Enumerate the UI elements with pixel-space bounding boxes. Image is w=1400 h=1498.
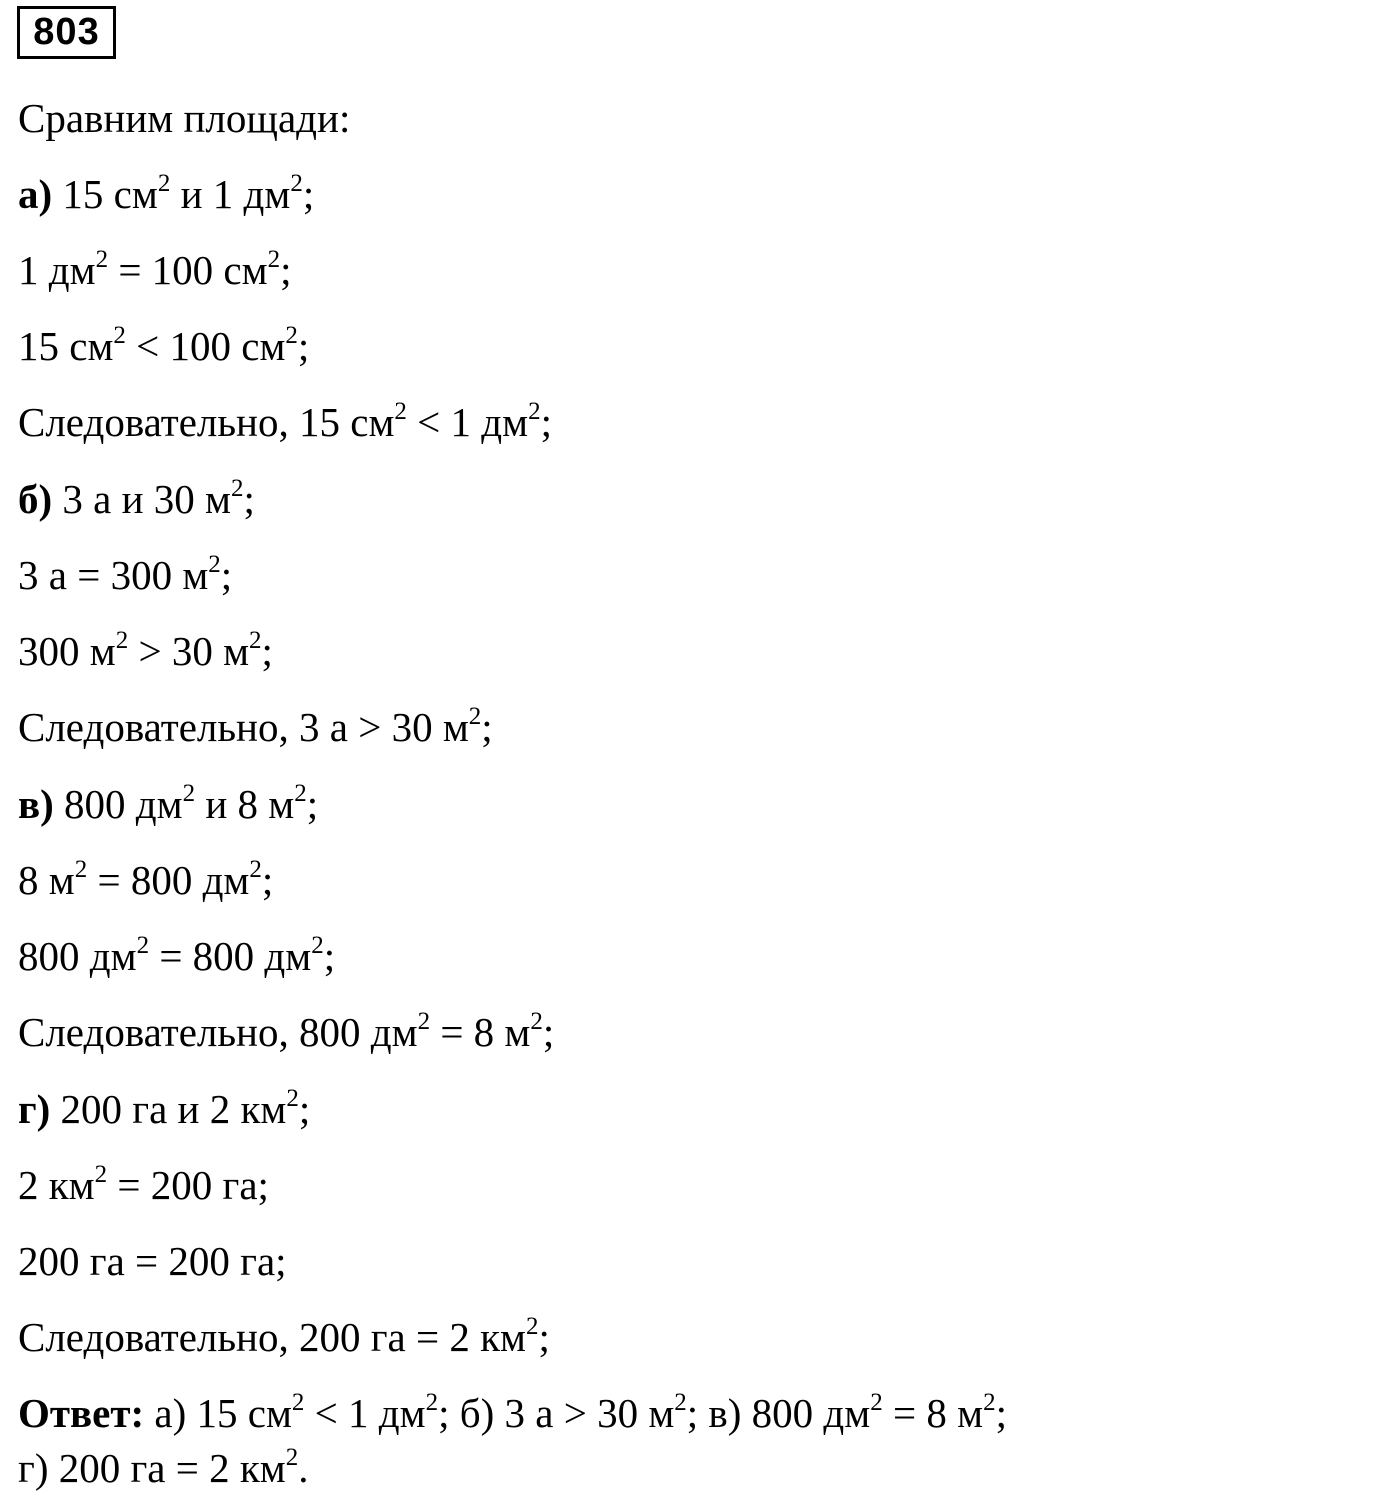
text-run: и 8 м	[195, 781, 295, 827]
text-run: ;	[306, 781, 319, 827]
text-run: 3 а и 30 м	[52, 476, 231, 522]
superscript: 2	[394, 398, 407, 425]
text-run: ;	[542, 1009, 555, 1055]
superscript: 2	[983, 1389, 996, 1416]
part-v-conclusion	[18, 1008, 554, 1056]
superscript: 2	[74, 856, 88, 883]
superscript: 2	[182, 780, 196, 807]
text-run: 800 дм	[18, 933, 137, 979]
text-run: 15 см	[18, 323, 114, 369]
intro-line	[18, 94, 350, 142]
text-run: ;	[538, 1314, 550, 1360]
superscript: 2	[530, 1008, 543, 1035]
superscript: 2	[528, 398, 541, 425]
text-run: ;	[995, 1390, 1007, 1436]
text-run: ;	[481, 704, 493, 750]
part-b-heading	[18, 475, 255, 523]
text-run: ; б) 3 а > 30 м	[438, 1390, 675, 1436]
part-g-step-2	[18, 1237, 287, 1285]
superscript: 2	[115, 627, 129, 654]
text-run: < 1 дм	[304, 1390, 426, 1436]
bold-label: б)	[18, 476, 53, 522]
text-run: ;	[323, 933, 336, 979]
bold-label: Ответ:	[18, 1390, 145, 1436]
text-run: 1 дм	[18, 247, 96, 293]
text-run: = 200 га;	[107, 1162, 269, 1208]
superscript: 2	[870, 1389, 883, 1416]
part-v-step-2	[18, 932, 335, 980]
part-g-conclusion	[18, 1313, 550, 1361]
text-run: ;	[280, 247, 292, 293]
superscript: 2	[267, 246, 281, 273]
text-run: Следовательно, 800 дм	[18, 1009, 418, 1055]
superscript: 2	[208, 551, 221, 578]
part-a-step-1	[18, 246, 291, 294]
part-b-conclusion	[18, 703, 493, 751]
text-run: ;	[297, 323, 310, 369]
text-run: 8 м	[18, 857, 75, 903]
text-run: 3 а = 300 м	[18, 552, 209, 598]
text-run: а) 15 см	[144, 1390, 292, 1436]
superscript: 2	[136, 932, 150, 959]
text-run: 15 см	[52, 171, 158, 217]
text-run: 800 дм	[53, 781, 183, 827]
superscript: 2	[249, 856, 262, 883]
part-b-step-2	[18, 627, 273, 675]
text-run: и 1 дм	[170, 171, 291, 217]
superscript: 2	[291, 1389, 305, 1416]
part-g-step-1	[18, 1161, 269, 1209]
superscript: 2	[294, 780, 307, 807]
part-b-step-1	[18, 551, 232, 599]
answer-line-1	[18, 1389, 1007, 1437]
text-run: > 30 м	[128, 628, 250, 674]
superscript: 2	[311, 932, 324, 959]
bold-label: г)	[18, 1086, 51, 1132]
text-run: = 8 м	[882, 1390, 984, 1436]
text-run: ;	[261, 628, 273, 674]
part-a-step-2	[18, 322, 309, 370]
problem-number: 803	[17, 6, 116, 59]
text-run: 200 га = 200 га;	[18, 1238, 287, 1284]
text-run: Следовательно, 200 га = 2 км	[18, 1314, 526, 1360]
superscript: 2	[425, 1389, 439, 1416]
text-run: < 100 см	[125, 323, 286, 369]
superscript: 2	[249, 627, 262, 654]
text-run: = 8 м	[430, 1009, 531, 1055]
superscript: 2	[417, 1008, 431, 1035]
bold-label: в)	[18, 781, 54, 827]
text-run: = 800 дм	[149, 933, 312, 979]
text-run: = 800 дм	[87, 857, 250, 903]
text-run: = 100 см	[108, 247, 268, 293]
superscript: 2	[95, 246, 109, 273]
text-run: Следовательно, 15 см	[18, 399, 395, 445]
part-a-conclusion	[18, 398, 552, 446]
part-a-heading	[18, 170, 314, 218]
text-run: ;	[220, 552, 233, 598]
text-run: ;	[302, 171, 315, 217]
text-run: ;	[243, 476, 255, 522]
superscript: 2	[285, 1444, 299, 1471]
superscript: 2	[94, 1161, 108, 1188]
superscript: 2	[285, 322, 298, 349]
superscript: 2	[468, 703, 482, 730]
text-run: ; в) 800 дм	[686, 1390, 871, 1436]
text-run: 2 км	[18, 1162, 95, 1208]
bold-label: а)	[18, 171, 53, 217]
text-run: .	[298, 1445, 309, 1491]
part-v-step-1	[18, 856, 273, 904]
text-run: Следовательно, 3 а > 30 м	[18, 704, 469, 750]
part-g-heading	[18, 1085, 310, 1133]
superscript: 2	[231, 475, 244, 502]
text-run: Сравним площади:	[18, 95, 351, 141]
answer-line-2	[18, 1444, 308, 1492]
text-run: < 1 дм	[406, 399, 529, 445]
superscript: 2	[526, 1313, 539, 1340]
superscript: 2	[157, 170, 171, 197]
text-run: ;	[540, 399, 552, 445]
text-run: ;	[261, 857, 274, 903]
text-run: ;	[298, 1086, 311, 1132]
superscript: 2	[290, 170, 303, 197]
text-run: 200 га и 2 км	[50, 1086, 287, 1132]
superscript: 2	[113, 322, 126, 349]
text-run: 300 м	[18, 628, 116, 674]
superscript: 2	[674, 1389, 687, 1416]
superscript: 2	[286, 1085, 299, 1112]
text-run: г) 200 га = 2 км	[18, 1445, 286, 1491]
part-v-heading	[18, 780, 318, 828]
